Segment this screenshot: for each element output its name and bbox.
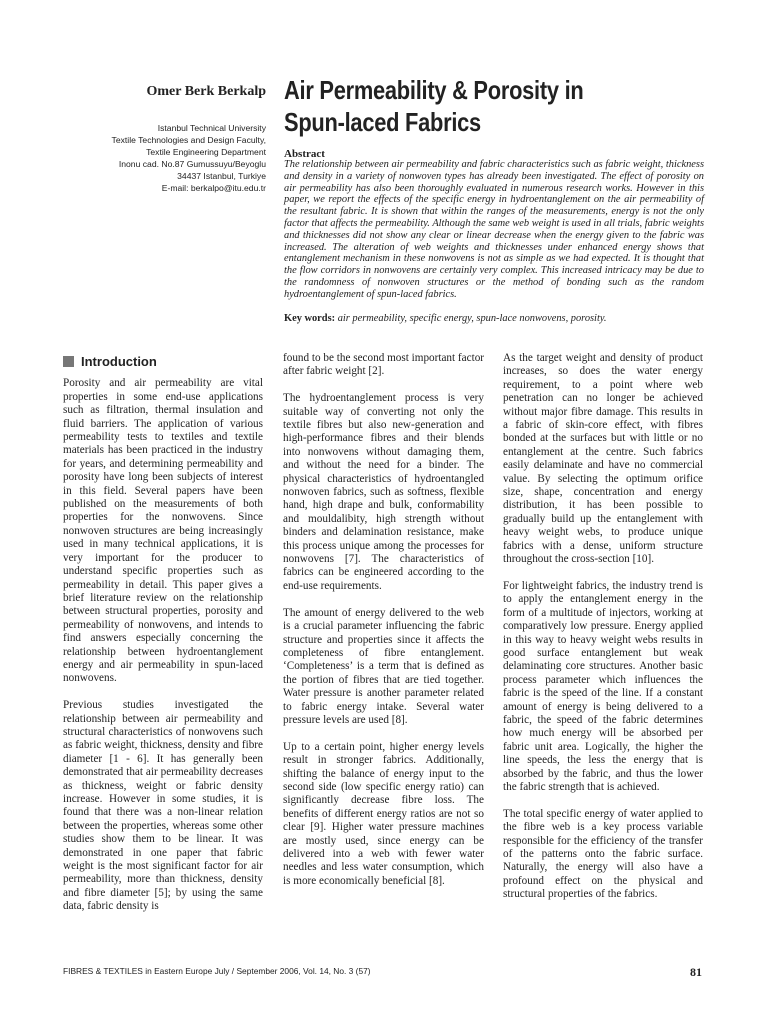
page-number: 81: [690, 965, 702, 979]
journal-footer: FIBRES & TEXTILES in Eastern Europe July / September 2006, Vol. 14, No. 3 (57): [63, 966, 371, 976]
keywords: [284, 313, 704, 324]
section-title: Introduction: [81, 354, 157, 369]
author-affiliation: [100, 122, 266, 194]
paragraph: For lightweight fabrics, the industry trend is to apply the entanglement energy in the form of a multitude of injectors, working at comparatively low pressure. Energy applied in this way to heavy weight webs results in good surface entanglement but weak delaminating core structures. Another basic process parameter which influences the fabric is the speed of the line. If a constant amount of energy is being delivered to a fabric, the speed of the fabric determines how much energy will be absorbed per fabric unit area. Logically, the higher the line speeds, the less the energy that is absorbed by the fabric, and thus the lower the fabric strength that is achieved.: [503, 579, 703, 793]
author-name: Omer Berk Berkalp: [146, 84, 266, 99]
affiliation-line: Textile Technologies and Design Faculty,: [111, 135, 266, 145]
affiliation-line: Inonu cad. No.87 Gumussuyu/Beyoglu: [118, 159, 266, 169]
column-2: [283, 352, 484, 902]
section-bullet-icon: [63, 356, 74, 367]
affiliation-line: 34437 Istanbul, Turkiye: [177, 171, 266, 181]
paragraph: The amount of energy delivered to the web is a crucial parameter influencing the fabric structure and properties since it affects the completeness of fibre entanglement. ‘Completeness’ is a term that is defined as the portion of fibres that are tied together. Water pressure is another parameter related to fabric energy intake. Several water pressure levels are used [8].: [283, 606, 484, 726]
paragraph: found to be the second most important factor after fabric weight [2].: [283, 352, 485, 378]
abstract-heading: Abstract: [284, 148, 325, 160]
paragraph: Porosity and air permeability are vital properties in some end-use applications such as filtration, thermal insulation and fluid barriers. The application of various permeability tests to textiles and textile materials has been practiced in the industry for years, and determining permeability and porosity have long been subjects of interest in this field. Several papers have been published on the measurements of both properties for the nonwovens. Since nonwoven structures are being increasingly used in many technical applications, it is very important for the producer to understand specific properties such as permeability in detail. This paper gives a brief literature review on the relationship between structural properties, porosity and permeability of nonwovens, and intends to find answers especially concerning the relationship between hydroentanglement energy and air permeability in spun-laced nonwovens.: [63, 377, 263, 685]
column-1: [63, 352, 263, 927]
paragraph: As the target weight and density of product increases, so does the water energy requirement, to a point where web penetration can no longer be achieved without major fibre damage. This results in a fabric of skin-core effect, with fibres bonded at the surfaces but with little or no entanglement at the centre. Such fabrics easily delaminate and have no commercial value. By selecting the optimum orifice size, shape, concentration and energy distribution, it has been possible to gradually build up the entanglement with heavy weight webs, to produce unique fabrics with a dense, uniform structure throughout the cross-section [10].: [503, 352, 703, 566]
abstract-text: The relationship between air permeability and fabric characteristics such as fabric weight, thickness and density in a variety of nonwoven types has already been investigated. The effect of porosity on air permeability has also been thoroughly evaluated in numerous research works. However in this paper, we report the effects of the specific energy in hydroentanglement on the air permeability of the resultant fabric. It is shown that within the ranges of the measurements, energy is not the only factor that affects the permeability. Although the same web weight is used in all trials, fabric weights and thicknesses did not show any clear or linear decrease when the energy given to the fabric was increased. The alteration of web weights and thicknesses under enhanced energy shows that entanglement mechanism in these nonwovens is not as simple as we had expected. It is thought that the flow corridors in nonwovens are certainly very complex. This increased intricacy may be due to the randomness of nonwoven structures or the method of bonding such as the random hydroentanglement of spun-laced fabrics.: [284, 159, 704, 300]
section-heading: [63, 355, 263, 368]
paragraph: Up to a certain point, higher energy levels result in stronger fabrics. Additionally, shifting the balance of energy input to the second side (low specific energy ratio) can significantly decrease fibre loss. The benefits of different energy ratios are not so clear [9]. Higher water pressure machines are mostly used, since energy can be delivered into a web with fewer water needles and less water consumption, which is more economically beneficial [8].: [283, 740, 484, 887]
paragraph: The hydroentanglement process is very suitable way of converting not only the textile fibres but also new-generation and high-performance fibres and their blends into nonwovens without damaging them, and without the need for a binder. The physical characteristics of hydroentangled nonwoven fabrics, such as softness, flexible hand, high drape and bulk, conformability and mouldalibity, high strength without binders and delamination resistance, make this process unique among the processes for nonwovens [7]. The characteristics of fabrics can be engineered according to the end-use requirements.: [283, 392, 484, 592]
column-3: [503, 352, 703, 915]
keywords-label: Key words:: [284, 313, 336, 324]
paper-title: Air Permeability & Porosity in Spun-laced Fabrics: [284, 75, 584, 137]
keywords-text: air permeability, specific energy, spun-lace nonwovens, porosity.: [337, 313, 607, 324]
affiliation-line: Istanbul Technical University: [157, 123, 266, 133]
affiliation-line: Textile Engineering Department: [146, 147, 266, 157]
paragraph: The total specific energy of water applied to the fibre web is a key process variable responsible for the efficiency of the transfer of the patterns onto the fabric surface. Naturally, the energy will also have a profound effect on the physical and structural properties of the fabrics.: [503, 807, 703, 901]
author-email: E-mail: berkalpo@itu.edu.tr: [161, 183, 266, 193]
paragraph: Previous studies investigated the relationship between air permeability and structural characteristics of nonwovens such as fabric weight, thickness, density and fibre diameter [1 - 6]. It has generally been demonstrated that air permeability decreases as thickness, weight or fabric density increase. However in some studies, it is found that there was a non-linear relation between the properties, whereas some other studies show them to be linear. It was demonstrated in one paper that fabric weight is the most significant factor for air permeability, more than thickness, density and fibre diameter [5]; by using the same data, fabric density is: [63, 699, 263, 913]
